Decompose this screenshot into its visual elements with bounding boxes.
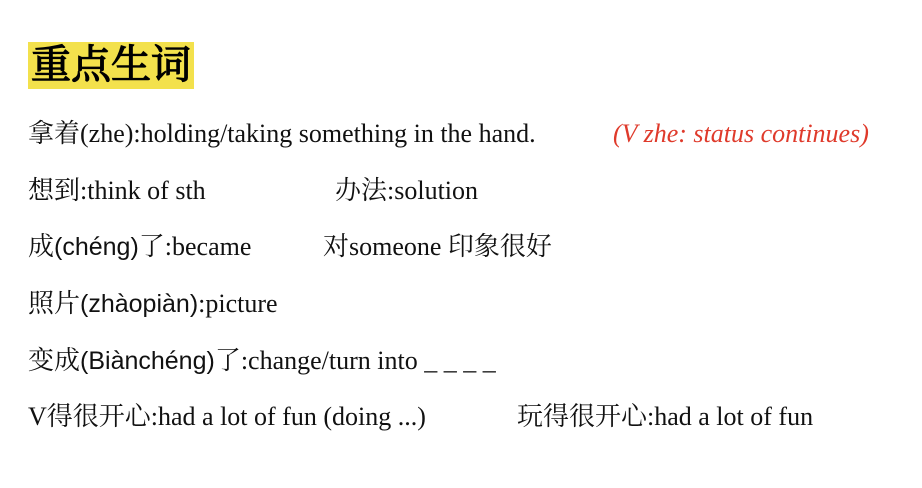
vocab-entry-v-de-kaixin: V得很开心:had a lot of fun (doing ...) <box>28 402 426 431</box>
vocab-entry-banfa: 办法:solution <box>335 176 479 205</box>
page-title: 重点生词 <box>28 42 194 89</box>
grammar-note-vzhe: (V zhe: status continues) <box>613 119 869 148</box>
vocab-line-biancheng <box>28 344 922 380</box>
vocab-line-nazhe <box>28 117 922 153</box>
vocab-line-zhaopian <box>28 287 922 323</box>
vocab-line-kaixin <box>28 400 922 436</box>
vocab-pinyin-cheng: (chéng) <box>54 233 139 261</box>
vocab-entry-wan-de-kaixin: 玩得很开心:had a lot of fun <box>517 402 814 431</box>
vocab-entry-zhaopian-rest: :picture <box>198 289 278 318</box>
vocab-entry-nazhe: 拿着(zhe):holding/taking something in the hand. <box>28 119 536 148</box>
vocab-line-chengle-dui <box>28 230 922 266</box>
vocab-hanzi-cheng: 成 <box>28 232 55 261</box>
vocab-hanzi-zhaopian: 照片 <box>28 289 81 318</box>
vocab-line-xiangdao-banfa <box>28 174 922 210</box>
vocab-pinyin-zhaopian: (zhàopiàn) <box>80 290 199 318</box>
vocab-entry-cheng-rest: 了:became <box>138 232 252 261</box>
vocab-pinyin-biancheng: (Biànchéng) <box>80 347 215 375</box>
vocab-entry-xiangdao: 想到:think of sth <box>28 176 206 205</box>
vocab-entry-dui-someone: 对someone 印象很好 <box>323 232 552 261</box>
vocab-entry-biancheng-rest: 了:change/turn into _ _ _ _ <box>214 346 496 375</box>
vocab-hanzi-biancheng: 变成 <box>28 346 81 375</box>
